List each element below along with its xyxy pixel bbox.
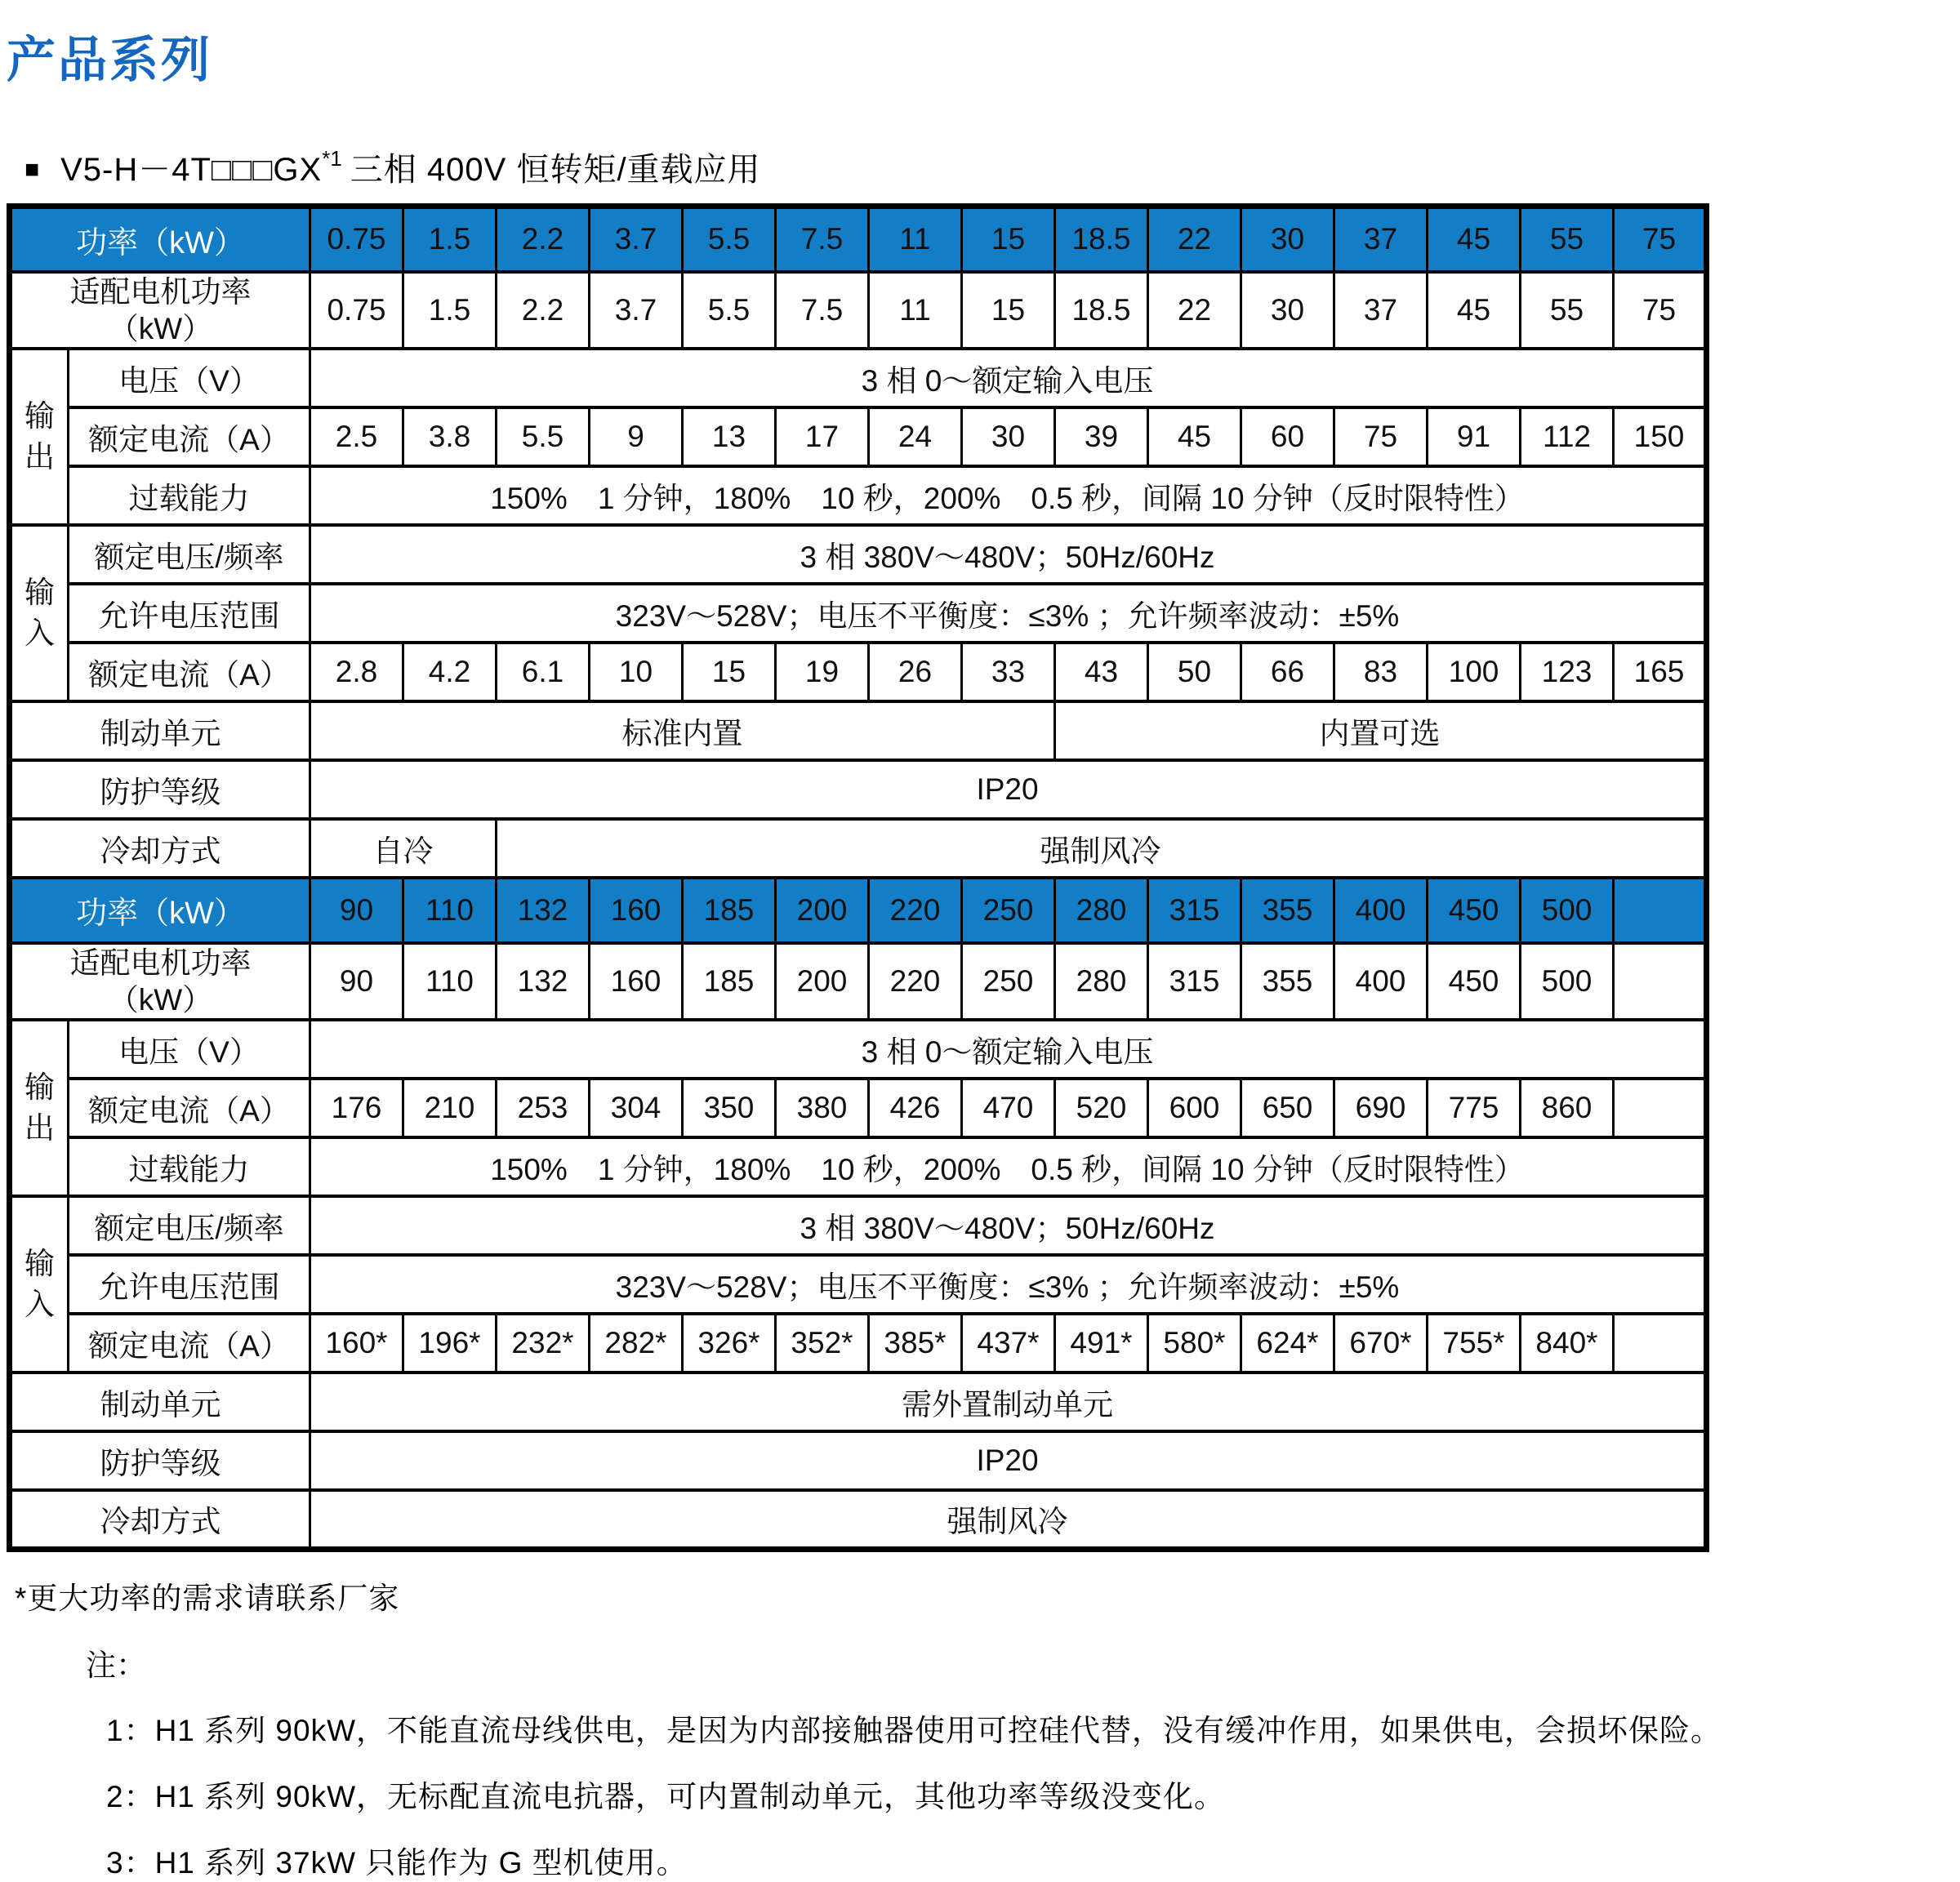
t1-brake-label: 制动单元 — [10, 701, 310, 760]
value-cell: 670* — [1334, 1314, 1428, 1373]
t2-input-current-label: 额定电流（A） — [69, 1314, 310, 1373]
value-cell: 775 — [1428, 1079, 1521, 1137]
t2-overload-label: 过载能力 — [69, 1137, 310, 1196]
t1-rated-vf-label: 额定电压/频率 — [69, 525, 310, 584]
value-cell: 112 — [1521, 407, 1614, 466]
value-cell: 196* — [403, 1314, 497, 1373]
value-cell: 37 — [1334, 207, 1428, 272]
t2-voltage-range-value: 323V～528V；电压不平衡度：≤3% ；允许频率波动：±5% — [310, 1255, 1707, 1314]
t2-input-group-label: 输入 — [10, 1196, 69, 1373]
value-cell: 400 — [1334, 878, 1428, 943]
value-cell: 491* — [1055, 1314, 1148, 1373]
t1-motor-power-label-line1: 适配电机功率 — [69, 274, 252, 309]
value-cell: 380 — [776, 1079, 869, 1137]
value-cell: 400 — [1334, 943, 1428, 1020]
value-cell: 165 — [1614, 643, 1707, 701]
t2-output-current-label: 额定电流（A） — [69, 1079, 310, 1137]
value-cell: 0.75 — [310, 207, 403, 272]
value-cell: 3.7 — [590, 272, 683, 349]
value-cell: 160 — [590, 943, 683, 1020]
value-cell: 30 — [1241, 272, 1334, 349]
value-cell: 624* — [1241, 1314, 1334, 1373]
t1-overload-label: 过载能力 — [69, 466, 310, 525]
value-cell: 11 — [869, 207, 962, 272]
t1-voltage-label: 电压（V） — [69, 349, 310, 407]
value-cell: 250 — [962, 878, 1055, 943]
t2-voltage-row — [10, 1020, 1707, 1079]
value-cell: 15 — [962, 207, 1055, 272]
value-cell: 43 — [1055, 643, 1148, 701]
t2-input-current-row — [10, 1314, 1707, 1373]
t2-voltage-label: 电压（V） — [69, 1020, 310, 1079]
value-cell: 50 — [1148, 643, 1241, 701]
value-cell: 355 — [1241, 943, 1334, 1020]
series-model — [60, 144, 760, 190]
t1-input-group-label: 输入 — [10, 525, 69, 701]
value-cell: 132 — [497, 943, 590, 1020]
t2-voltage-range-label: 允许电压范围 — [69, 1255, 310, 1314]
value-cell: 33 — [962, 643, 1055, 701]
value-cell: 4.2 — [403, 643, 497, 701]
t2-motor-power-label — [10, 943, 310, 1020]
value-cell: 45 — [1148, 407, 1241, 466]
series-model-text: V5-H－4T□□□GX — [60, 152, 323, 188]
value-cell — [1614, 1314, 1707, 1373]
t2-protection-label: 防护等级 — [10, 1431, 310, 1490]
value-cell: 2.2 — [497, 207, 590, 272]
value-cell: 200 — [776, 878, 869, 943]
value-cell: 650 — [1241, 1079, 1334, 1137]
t2-brake-value: 需外置制动单元 — [310, 1373, 1707, 1431]
value-cell: 60 — [1241, 407, 1334, 466]
t2-rated-vf-label: 额定电压/频率 — [69, 1196, 310, 1255]
value-cell — [1614, 1079, 1707, 1137]
value-cell: 1.5 — [403, 207, 497, 272]
value-cell: 2.5 — [310, 407, 403, 466]
t2-voltage-range-row — [10, 1255, 1707, 1314]
value-cell: 13 — [683, 407, 776, 466]
t1-motor-power-label — [10, 272, 310, 349]
value-cell: 75 — [1334, 407, 1428, 466]
notes-heading: 注： — [86, 1648, 146, 1682]
value-cell: 253 — [497, 1079, 590, 1137]
value-cell: 315 — [1148, 943, 1241, 1020]
value-cell: 15 — [962, 272, 1055, 349]
t1-brake-standard-value: 标准内置 — [310, 701, 1055, 760]
value-cell: 22 — [1148, 272, 1241, 349]
power-footnote: *更大功率的需求请联系厂家 — [15, 1581, 400, 1615]
value-cell: 185 — [683, 878, 776, 943]
t2-power-header-row — [10, 878, 1707, 943]
value-cell: 520 — [1055, 1079, 1148, 1137]
value-cell: 426 — [869, 1079, 962, 1137]
series-application: 三相 400V 恒转矩/重载应用 — [350, 152, 761, 188]
value-cell: 7.5 — [776, 272, 869, 349]
value-cell: 1.5 — [403, 272, 497, 349]
value-cell: 326* — [683, 1314, 776, 1373]
value-cell: 755* — [1428, 1314, 1521, 1373]
value-cell: 232* — [497, 1314, 590, 1373]
t1-motor-power-row — [10, 272, 1707, 349]
value-cell: 45 — [1428, 272, 1521, 349]
value-cell: 500 — [1521, 943, 1614, 1020]
value-cell: 91 — [1428, 407, 1521, 466]
t2-output-group-label: 输出 — [10, 1020, 69, 1196]
value-cell: 282* — [590, 1314, 683, 1373]
t2-overload-row — [10, 1137, 1707, 1196]
value-cell: 185 — [683, 943, 776, 1020]
value-cell: 5.5 — [683, 272, 776, 349]
value-cell: 470 — [962, 1079, 1055, 1137]
t1-cooling-row — [10, 819, 1707, 878]
value-cell — [1614, 878, 1707, 943]
note-item-1: 1：H1 系列 90kW，不能直流母线供电，是因为内部接触器使用可控硅代替，没有缓冲作用，如果供电，会损坏保险。 — [106, 1713, 1722, 1747]
value-cell: 83 — [1334, 643, 1428, 701]
value-cell: 250 — [962, 943, 1055, 1020]
bullet-square-icon: ■ — [24, 156, 40, 183]
value-cell: 352* — [776, 1314, 869, 1373]
value-cell: 220 — [869, 943, 962, 1020]
value-cell: 315 — [1148, 878, 1241, 943]
t1-protection-row — [10, 760, 1707, 819]
value-cell: 3.7 — [590, 207, 683, 272]
value-cell: 66 — [1241, 643, 1334, 701]
value-cell: 6.1 — [497, 643, 590, 701]
value-cell: 600 — [1148, 1079, 1241, 1137]
value-cell: 9 — [590, 407, 683, 466]
t2-motor-power-label-line2: （kW） — [108, 982, 213, 1017]
t2-motor-power-row — [10, 943, 1707, 1020]
t2-motor-power-label-line1: 适配电机功率 — [69, 945, 252, 980]
t1-voltage-range-row — [10, 584, 1707, 643]
notes-block — [86, 1640, 1960, 1882]
series-model-footnote-mark: *1 — [322, 145, 342, 171]
value-cell: 55 — [1521, 272, 1614, 349]
t1-input-current-row — [10, 643, 1707, 701]
value-cell: 37 — [1334, 272, 1428, 349]
value-cell: 15 — [683, 643, 776, 701]
value-cell: 350 — [683, 1079, 776, 1137]
value-cell: 304 — [590, 1079, 683, 1137]
t1-motor-power-label-line2: （kW） — [108, 311, 213, 345]
value-cell: 860 — [1521, 1079, 1614, 1137]
t1-cooling-self-value: 自冷 — [310, 819, 497, 878]
t1-protection-label: 防护等级 — [10, 760, 310, 819]
t1-brake-optional-value: 内置可选 — [1055, 701, 1707, 760]
value-cell: 580* — [1148, 1314, 1241, 1373]
value-cell: 75 — [1614, 272, 1707, 349]
t1-voltage-range-value: 323V～528V；电压不平衡度：≤3% ；允许频率波动：±5% — [310, 584, 1707, 643]
value-cell: 437* — [962, 1314, 1055, 1373]
t1-voltage-value: 3 相 0～额定输入电压 — [310, 349, 1707, 407]
value-cell: 30 — [962, 407, 1055, 466]
t1-protection-value: IP20 — [310, 760, 1707, 819]
value-cell: 200 — [776, 943, 869, 1020]
value-cell: 160 — [590, 878, 683, 943]
value-cell: 500 — [1521, 878, 1614, 943]
note-item-2: 2：H1 系列 90kW，无标配直流电抗器，可内置制动单元，其他功率等级没变化。 — [106, 1779, 1226, 1813]
value-cell: 19 — [776, 643, 869, 701]
value-cell: 90 — [310, 878, 403, 943]
t1-brake-row — [10, 701, 1707, 760]
value-cell: 2.2 — [497, 272, 590, 349]
value-cell: 450 — [1428, 943, 1521, 1020]
value-cell: 132 — [497, 878, 590, 943]
t1-voltage-range-label: 允许电压范围 — [69, 584, 310, 643]
t2-cooling-forced-value: 强制风冷 — [310, 1490, 1707, 1549]
value-cell: 355 — [1241, 878, 1334, 943]
value-cell: 3.8 — [403, 407, 497, 466]
value-cell — [1614, 943, 1707, 1020]
value-cell: 150 — [1614, 407, 1707, 466]
t1-cooling-forced-value: 强制风冷 — [497, 819, 1707, 878]
t1-output-current-row — [10, 407, 1707, 466]
value-cell: 75 — [1614, 207, 1707, 272]
value-cell: 220 — [869, 878, 962, 943]
value-cell: 39 — [1055, 407, 1148, 466]
value-cell: 450 — [1428, 878, 1521, 943]
value-cell: 110 — [403, 943, 497, 1020]
t1-overload-value: 150% 1 分钟，180% 10 秒，200% 0.5 秒，间隔 10 分钟（反时限特性） — [310, 466, 1707, 525]
value-cell: 10 — [590, 643, 683, 701]
spec-table — [7, 203, 1709, 1552]
value-cell: 17 — [776, 407, 869, 466]
t1-input-current-label: 额定电流（A） — [69, 643, 310, 701]
t1-output-current-label: 额定电流（A） — [69, 407, 310, 466]
t2-power-label: 功率（kW） — [10, 878, 310, 943]
value-cell: 5.5 — [497, 407, 590, 466]
value-cell: 210 — [403, 1079, 497, 1137]
t2-rated-vf-row — [10, 1196, 1707, 1255]
t2-voltage-value: 3 相 0～额定输入电压 — [310, 1020, 1707, 1079]
value-cell: 90 — [310, 943, 403, 1020]
value-cell: 280 — [1055, 943, 1148, 1020]
value-cell: 55 — [1521, 207, 1614, 272]
t2-cooling-row — [10, 1490, 1707, 1549]
t1-power-header-row — [10, 207, 1707, 272]
value-cell: 690 — [1334, 1079, 1428, 1137]
value-cell: 840* — [1521, 1314, 1614, 1373]
value-cell: 22 — [1148, 207, 1241, 272]
t1-rated-vf-row — [10, 525, 1707, 584]
value-cell: 5.5 — [683, 207, 776, 272]
t2-cooling-label: 冷却方式 — [10, 1490, 310, 1549]
value-cell: 18.5 — [1055, 207, 1148, 272]
value-cell: 176 — [310, 1079, 403, 1137]
value-cell: 7.5 — [776, 207, 869, 272]
value-cell: 24 — [869, 407, 962, 466]
value-cell: 0.75 — [310, 272, 403, 349]
t1-voltage-row — [10, 349, 1707, 407]
value-cell: 18.5 — [1055, 272, 1148, 349]
value-cell: 26 — [869, 643, 962, 701]
series-heading — [24, 144, 1960, 190]
value-cell: 30 — [1241, 207, 1334, 272]
value-cell: 280 — [1055, 878, 1148, 943]
t1-overload-row — [10, 466, 1707, 525]
value-cell: 11 — [869, 272, 962, 349]
t2-output-current-row — [10, 1079, 1707, 1137]
value-cell: 160* — [310, 1314, 403, 1373]
t2-rated-vf-value: 3 相 380V～480V；50Hz/60Hz — [310, 1196, 1707, 1255]
t2-protection-value: IP20 — [310, 1431, 1707, 1490]
t2-overload-value: 150% 1 分钟，180% 10 秒，200% 0.5 秒，间隔 10 分钟（反时限特性） — [310, 1137, 1707, 1196]
value-cell: 385* — [869, 1314, 962, 1373]
t2-brake-row — [10, 1373, 1707, 1431]
value-cell: 123 — [1521, 643, 1614, 701]
t2-protection-row — [10, 1431, 1707, 1490]
t1-cooling-label: 冷却方式 — [10, 819, 310, 878]
page-title: 产品系列 — [7, 33, 212, 87]
value-cell: 2.8 — [310, 643, 403, 701]
note-item-3: 3：H1 系列 37kW 只能作为 G 型机使用。 — [106, 1845, 688, 1880]
t1-output-group-label: 输出 — [10, 349, 69, 525]
t1-power-label: 功率（kW） — [10, 207, 310, 272]
t2-brake-label: 制动单元 — [10, 1373, 310, 1431]
value-cell: 45 — [1428, 207, 1521, 272]
t1-rated-vf-value: 3 相 380V～480V；50Hz/60Hz — [310, 525, 1707, 584]
value-cell: 110 — [403, 878, 497, 943]
value-cell: 100 — [1428, 643, 1521, 701]
